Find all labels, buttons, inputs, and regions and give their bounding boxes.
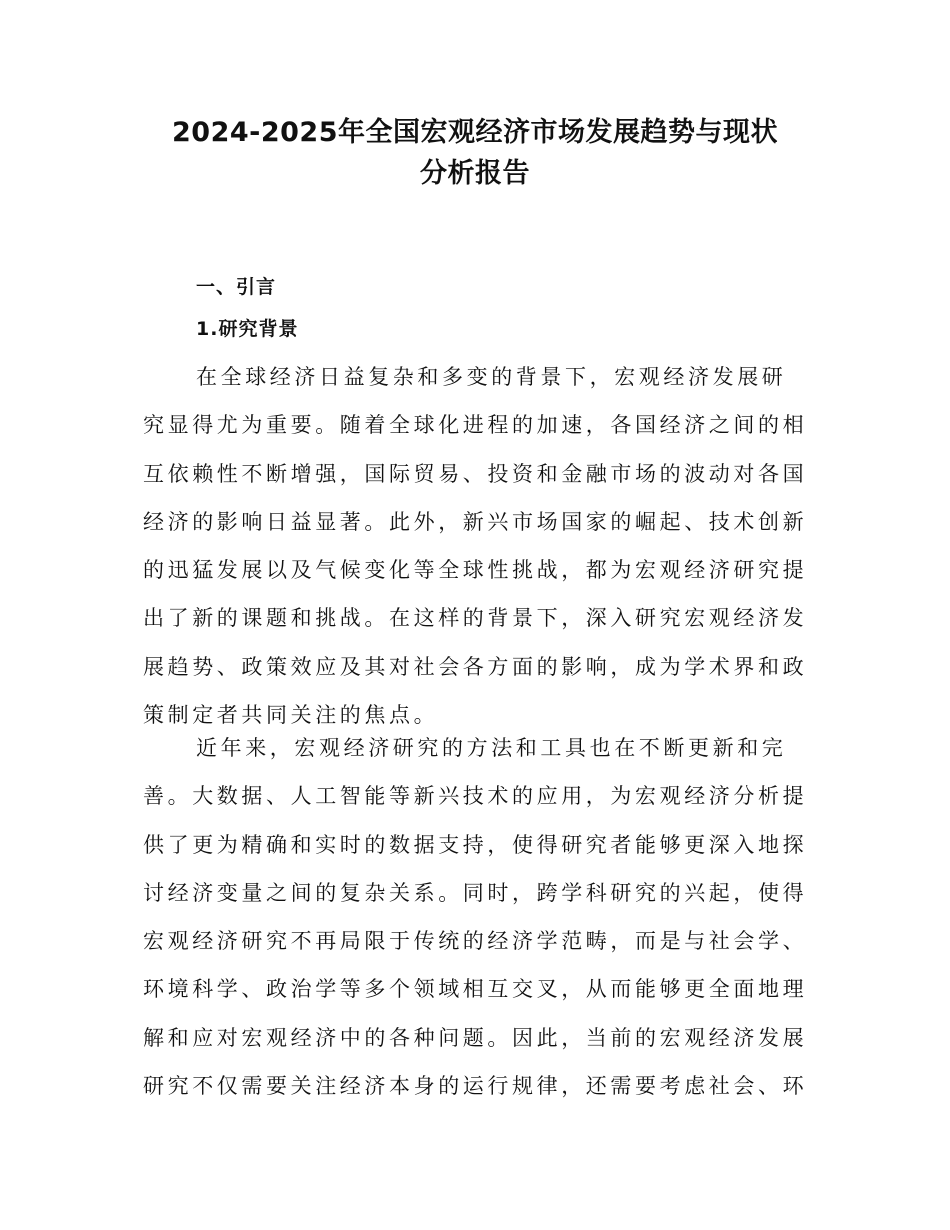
paragraph-line: 经济的影响日益显著。此外，新兴市场国家的崛起、技术创新 [143,509,808,534]
title-line: 分析报告 [420,158,530,189]
title-line: 2024-2025年全国宏观经济市场发展趋势与现状 [172,117,778,148]
document-title [95,112,855,194]
paragraph-line: 策制定者共同关注的焦点。 [143,703,439,728]
paragraph-line: 的迅猛发展以及气候变化等全球性挑战，都为宏观经济研究提 [143,558,808,583]
paragraph-line: 在全球经济日益复杂和多变的背景下，宏观经济发展研 [196,365,787,389]
paragraph-line: 善。大数据、人工智能等新兴技术的应用，为宏观经济分析提 [143,784,808,809]
paragraph-line: 研究不仅需要关注经济本身的运行规律，还需要考虑社会、环 [143,1074,808,1099]
paragraph-line: 出了新的课题和挑战。在这样的背景下，深入研究宏观经济发 [143,606,808,631]
paragraph-line: 究显得尤为重要。随着全球化进程的加速，各国经济之间的相 [143,413,808,438]
paragraph-line: 环境科学、政治学等多个领域相互交叉，从而能够更全面地理 [143,977,808,1002]
paragraph-line: 展趋势、政策效应及其对社会各方面的影响，成为学术界和政 [143,654,808,679]
subsection-heading: 1.研究背景 [196,318,299,340]
paragraph-line: 宏观经济研究不再局限于传统的经济学范畴，而是与社会学、 [143,929,808,954]
paragraph-line: 互依赖性不断增强，国际贸易、投资和金融市场的波动对各国 [143,461,808,486]
paragraph-line: 供了更为精确和实时的数据支持，使得研究者能够更深入地探 [143,832,808,857]
paragraph-line: 讨经济变量之间的复杂关系。同时，跨学科研究的兴起，使得 [143,880,808,905]
paragraph-line: 近年来，宏观经济研究的方法和工具也在不断更新和完 [196,736,787,760]
paragraph-research-background-1 [143,353,815,739]
section-heading: 一、引言 [196,276,277,298]
paragraph-line: 解和应对宏观经济中的各种问题。因此，当前的宏观经济发展 [143,1025,808,1050]
paragraph-research-background-2 [143,724,815,1110]
